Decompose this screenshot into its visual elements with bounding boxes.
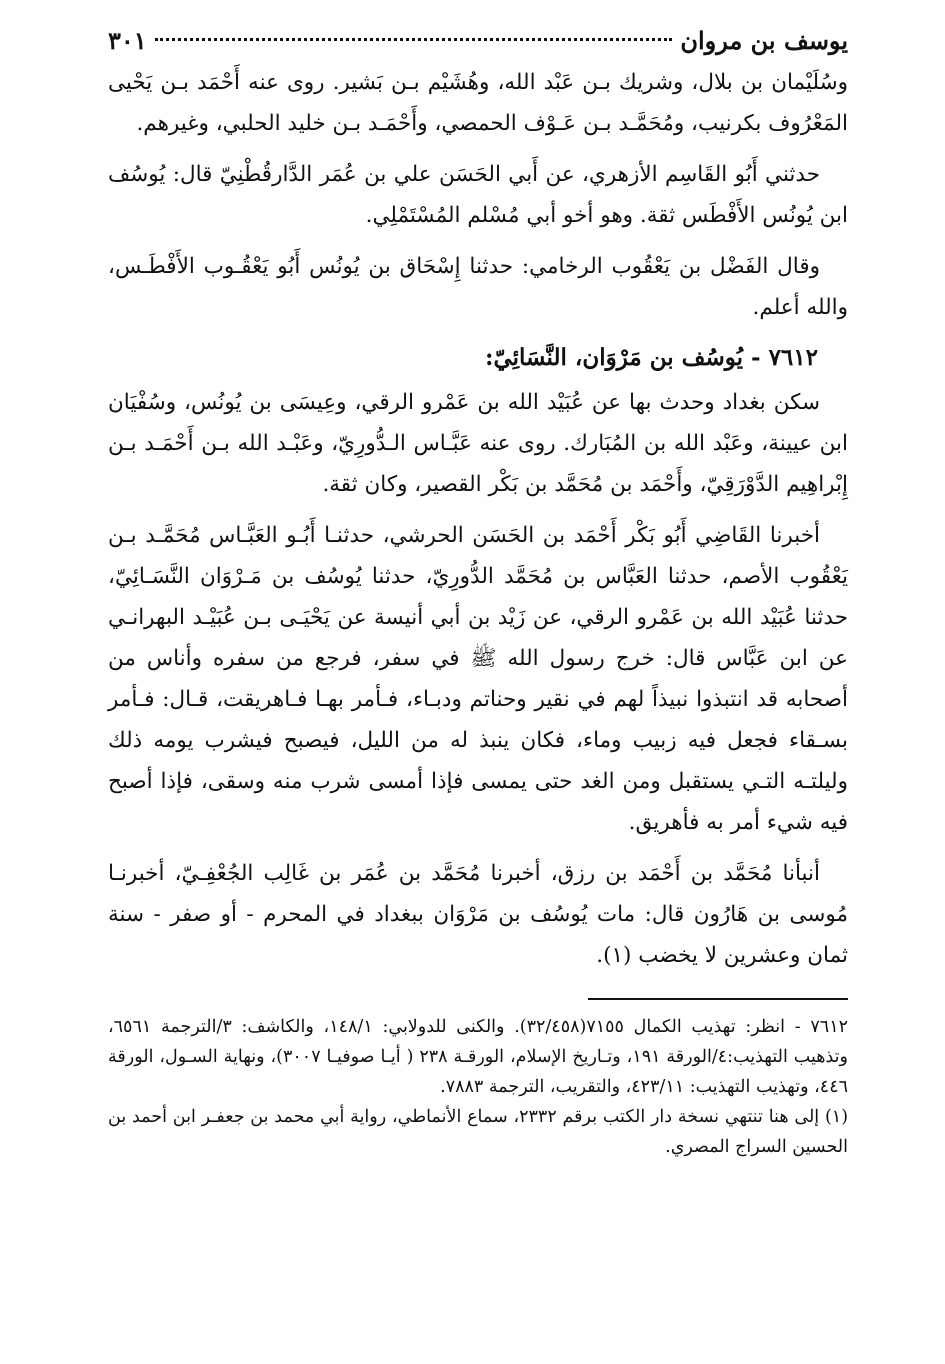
paragraph-rakhami-report: وقال الفَضْل بن يَعْقُوب الرخامي: حدثنا إِسْحَاق بن يُونُس أَبُو يَعْقُـوب الأَفْطَـس، والله أعلم.	[108, 254, 848, 320]
page-number: ٣٠١	[108, 26, 147, 55]
running-header	[108, 22, 848, 62]
running-title: يوسف بن مروان	[680, 26, 848, 55]
paragraph-biography: سكن بغداد وحدث بها عن عُبَيْد الله بن عَمْرو الرقي، وعِيسَى بن يُونُس، وسُفْيَان ابن عيينة، وعَبْد الله بن المُبَارك. روى عنه عَبَّـاس الـدُّورِيّ، وعَبْـد الله بـن أَحْمَـد بـن إِبْراهِيم الدَّوْرَقِيّ، وأَحْمَد بن مُحَمَّد بن بَكْر القصير، وكان ثقة.	[108, 390, 848, 497]
paragraph-daraqutni-grading: حدثني أَبُو القَاسِم الأزهري، عن أَبي الحَسَن علي بن عُمَر الدَّارقُطْنِيّ قال: يُوسُف ابن يُونُس الأَفْطَس ثقة. وهو أخو أبي مُسْلم المُسْتَمْلِي.	[108, 162, 848, 228]
paragraph-death-report: أنبأنا مُحَمَّد بن أَحْمَد بن رزق، أخبرنا مُحَمَّد بن عُمَر بن غَالِب الجُعْفِـيّ، أخبرنـا مُوسى بن هَارُون قال: مات يُوسُف بن مَرْوَان ببغداد في المحرم - أو صفر - سنة ثمان وعشرين لا يخضب (١).	[108, 861, 848, 968]
paragraph-hadith: أخبرنا القَاضِي أَبُو بَكْر أَحْمَد بن الحَسَن الحرشي، حدثنـا أَبُـو العَبَّـاس مُحَمَّـد بـن يَعْقُوب الأصم، حدثنا العَبَّاس بن مُحَمَّد الدُّورِيّ، حدثنا يُوسُف بن مَـرْوَان النَّسَـائِيّ، حدثنا عُبَيْد الله بن عَمْرو الرقي، عن زَيْد بن أبي أنيسة عن يَحْيَـى بـن عُبَيْـد البهرانـي عن ابن عَبَّاس قال: خرج رسول الله ﷺ في سفر، فرجع من سفره وأناس من أصحابه قد انتبذوا نبيذاً لهم في نقير وحناتم ودبـاء، فـأمر بهـا فـاهريقت، قـال: فـأمر بسـقاء فجعل فيه زبيب وماء، فكان ينبذ له من الليل، فيصبح فيشرب يومه ذلك وليلتـه التـي يستقبل ومن الغد حتى يمسى فإذا أمسى شرب منه وسقى، فإذا أصبح فيه شيء أمر به فأهريق.	[108, 523, 848, 835]
book-page	[108, 22, 848, 1162]
footnote-divider	[588, 998, 848, 1000]
paragraph-narrators: وسُلَيْمان بن بلال، وشريك بـن عَبْد الله، وهُشَيْم بـن بَشير. روى عنه أَحْمَد بـن يَحْيى المَعْرُوف بكرنيب، ومُحَمَّـد بـن عَـوْف الحمصي، وأَحْمَـد بـن خليد الحلبي، وغيرهم.	[108, 70, 848, 136]
header-leader-dots	[155, 38, 673, 41]
footnote-manuscript-note: (١) إلى هنا تنتهي نسخة دار الكتب برقم ٢٣٣٢، سماع الأنماطي، رواية أبي محمد بن جعفـر ابن أحمد بن الحسين السراج المصري.	[108, 1107, 849, 1157]
footnote-sources: ٧٦١٢ - انظر: تهذيب الكمال ٧١٥٥(٣٢/٤٥٨). والكنى للدولابي: ١٤٨/١، والكاشف: ٣/الترجمة ٦٥٦١، وتذهيب التهذيب:٤/الورقة ١٩١، وتـاريخ الإسلام، الورقـة ٢٣٨ ( أيـا صوفيـا ٣٠٠٧)، ونهاية السـول، الورقة ٤٤٦، وتهذيب التهذيب: ٤٢٣/١١، والتقريب، الترجمة ٧٨٨٣.	[108, 1017, 848, 1097]
entry-heading: ٧٦١٢ - يُوسُف بن مَرْوَان، النَّسَائِيّ:	[484, 344, 818, 371]
